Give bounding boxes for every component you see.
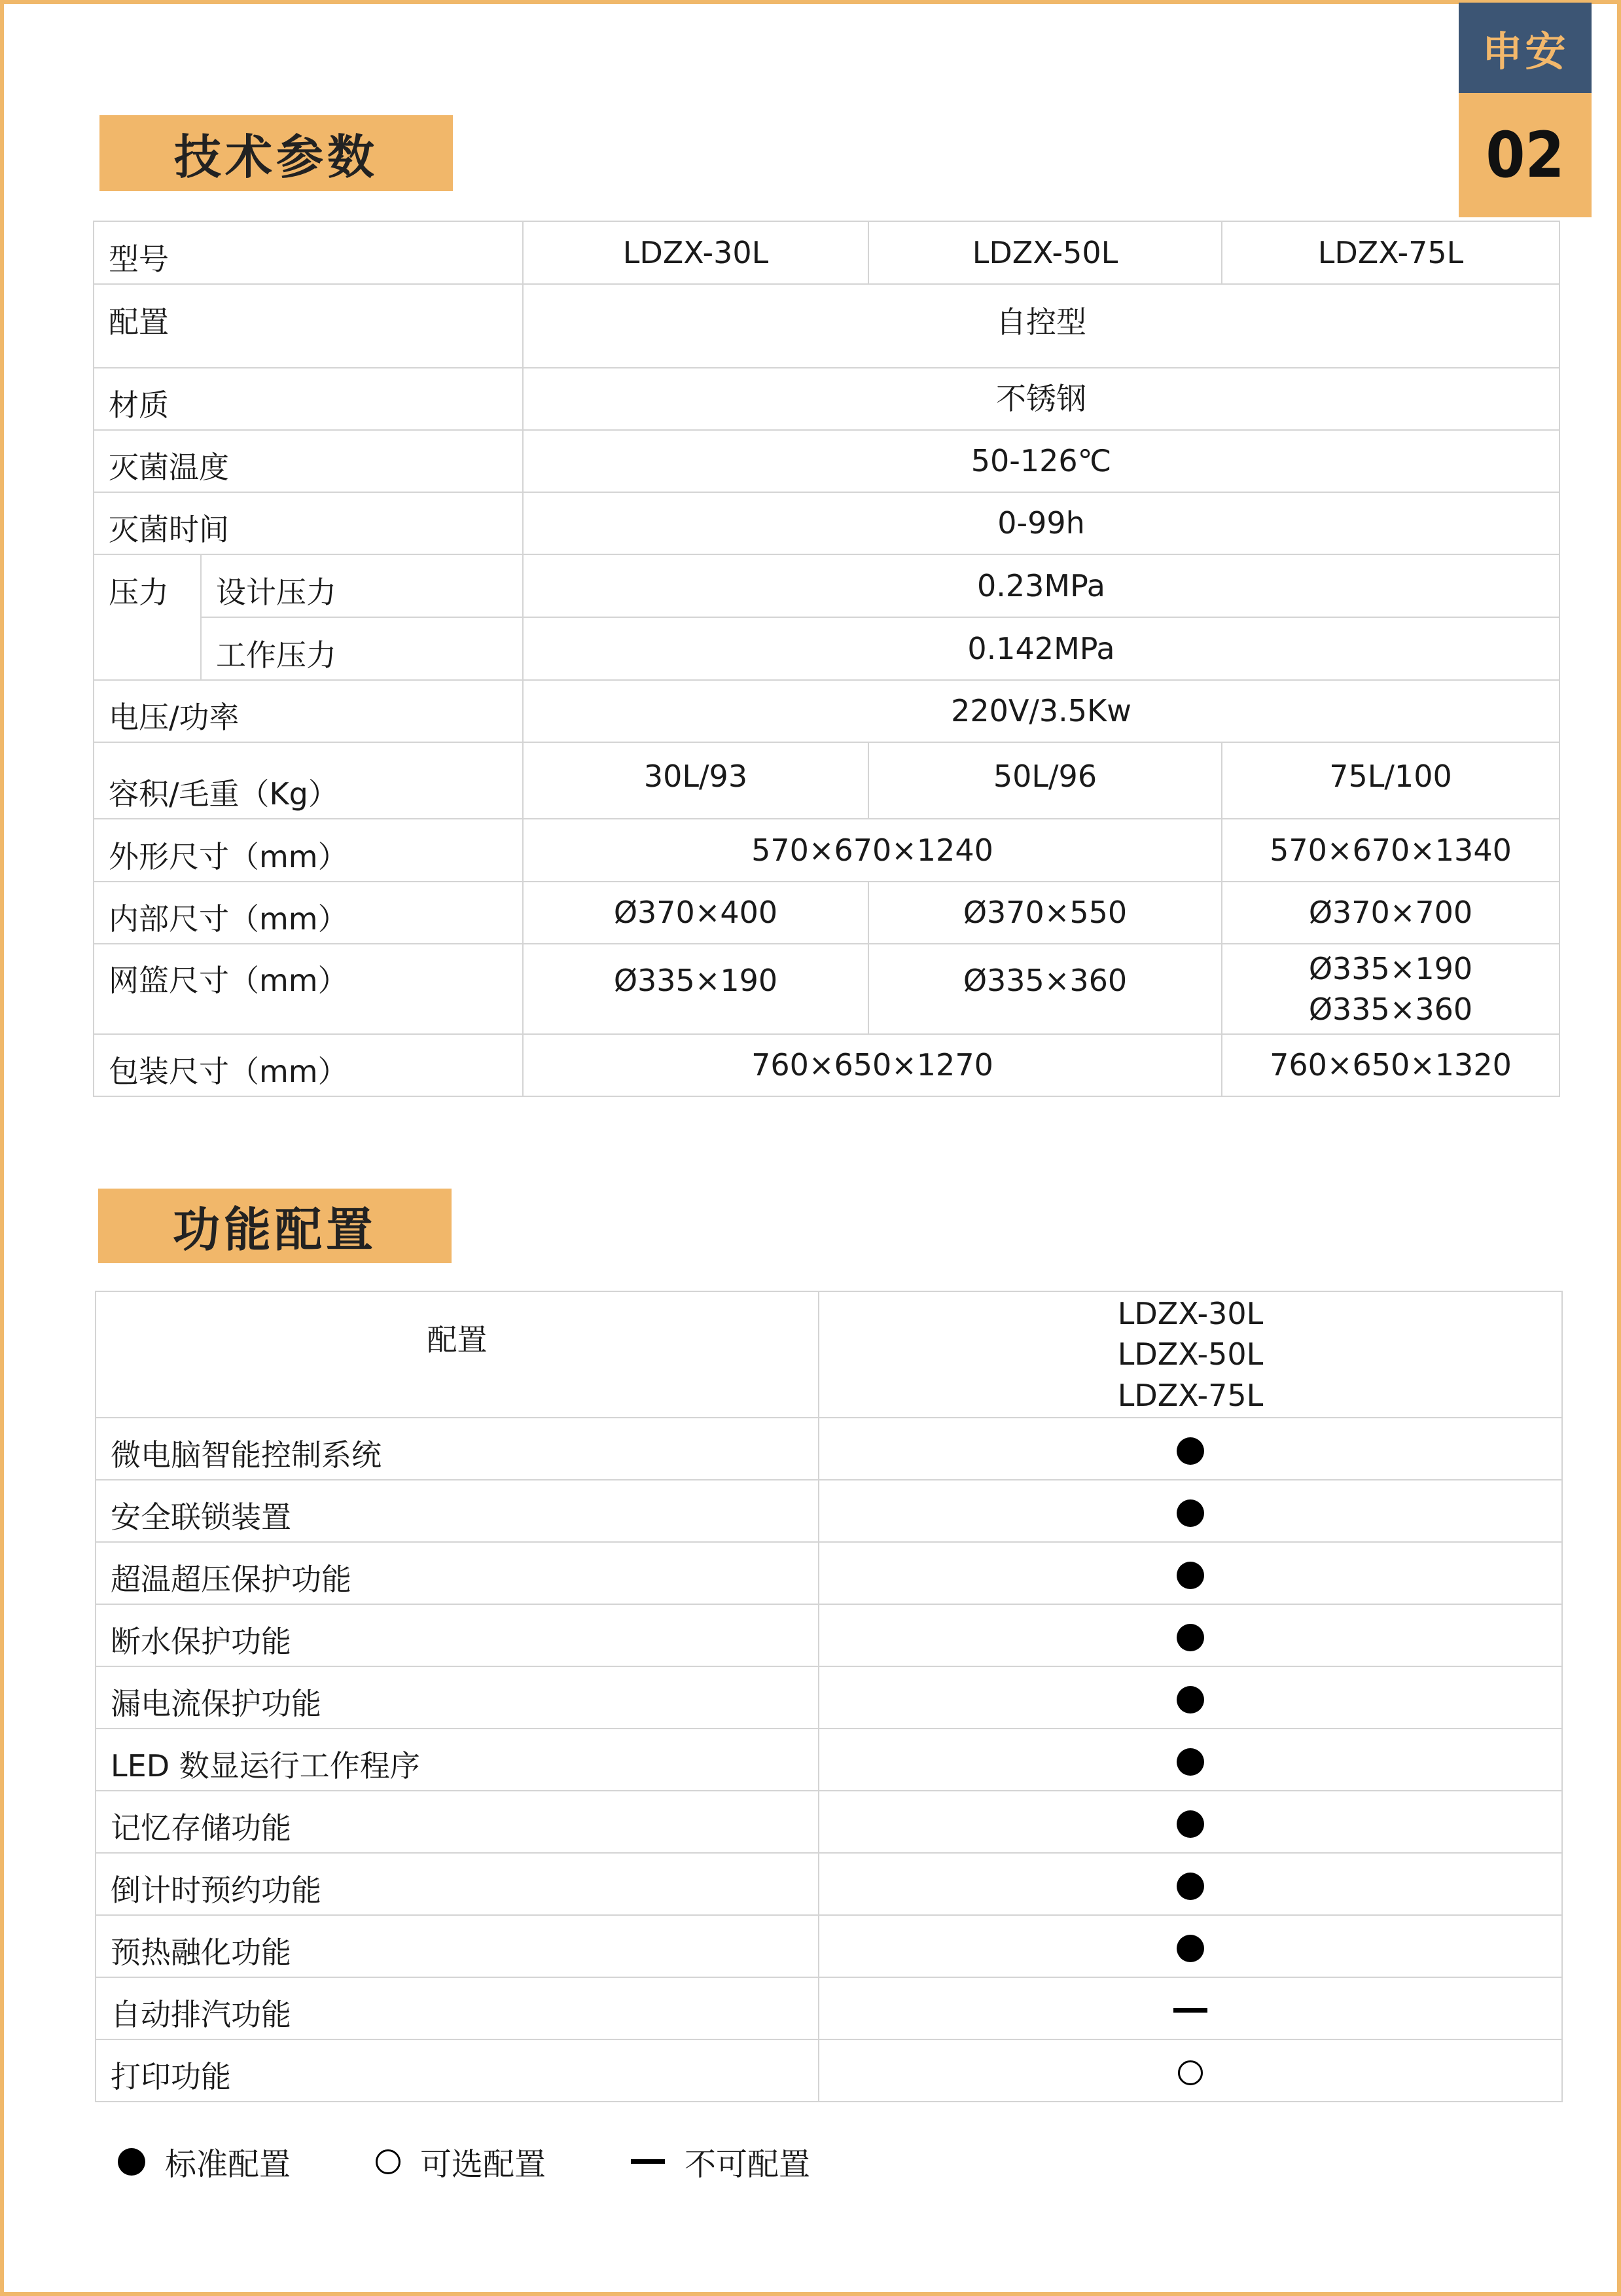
feature-status: [819, 1480, 1562, 1542]
feature-status: [819, 1853, 1562, 1915]
config-label: 配置: [94, 284, 523, 368]
temp-label: 灭菌温度: [94, 430, 523, 492]
table-row: [96, 1977, 1562, 2039]
feature-status: [819, 1915, 1562, 1977]
tech-spec-table: [93, 221, 1560, 1097]
table-row: [94, 882, 1559, 944]
table-row: [96, 1666, 1562, 1729]
table-row: [96, 1604, 1562, 1666]
volume-value: 75L/100: [1222, 742, 1559, 819]
feature-label: 倒计时预约功能: [96, 1853, 819, 1915]
dash-icon: [1173, 2008, 1207, 2013]
package-size-value: 760×650×1270: [523, 1034, 1222, 1096]
config-value: 自控型: [523, 284, 1559, 368]
model-name: LDZX-30L: [1117, 1296, 1264, 1332]
table-row: [96, 1915, 1562, 1977]
pressure-label: 压力: [94, 554, 201, 680]
table-row: [94, 430, 1559, 492]
filled-circle-icon: [1177, 1748, 1204, 1776]
legend-optional: [376, 2139, 546, 2184]
table-row: [96, 1480, 1562, 1542]
temp-value: 50-126℃: [523, 430, 1559, 492]
filled-circle-icon: [1177, 1499, 1204, 1527]
model-value: LDZX-75L: [1222, 221, 1559, 284]
filled-circle-icon: [1177, 1810, 1204, 1838]
table-row: [96, 1791, 1562, 1853]
volume-label: 容积/毛重（Kg）: [94, 742, 523, 819]
feature-status: [819, 1729, 1562, 1791]
legend-standard: [118, 2139, 291, 2184]
filled-circle-icon: [1177, 1562, 1204, 1589]
package-size-value: 760×650×1320: [1222, 1034, 1559, 1096]
model-value: LDZX-50L: [868, 221, 1222, 284]
table-row: [96, 1729, 1562, 1791]
table-row: [94, 492, 1559, 554]
feature-label: 自动排汽功能: [96, 1977, 819, 2039]
feature-label: 漏电流保护功能: [96, 1666, 819, 1729]
brand-badge: [1459, 3, 1592, 217]
legend-unavailable-label: 不可配置: [685, 2146, 811, 2183]
func-config-table: [95, 1291, 1563, 2102]
power-label: 电压/功率: [94, 680, 523, 742]
table-row: [94, 819, 1559, 882]
legend-optional-label: 可选配置: [420, 2146, 546, 2183]
filled-circle-icon: [1177, 1686, 1204, 1713]
model-name: LDZX-75L: [1117, 1377, 1264, 1413]
inner-size-value: Ø370×550: [868, 882, 1222, 944]
feature-status: [819, 1666, 1562, 1729]
filled-circle-icon: [1177, 1624, 1204, 1651]
basket-size-value: [1222, 944, 1559, 1034]
model-value: LDZX-30L: [523, 221, 868, 284]
filled-circle-icon: [1177, 1437, 1204, 1465]
table-row: [94, 221, 1559, 284]
inner-size-value: Ø370×400: [523, 882, 868, 944]
time-value: 0-99h: [523, 492, 1559, 554]
basket-size-value: Ø335×190: [523, 944, 868, 1034]
feature-label: 超温超压保护功能: [96, 1542, 819, 1604]
volume-value: 50L/96: [868, 742, 1222, 819]
inner-size-label: 内部尺寸（mm）: [94, 882, 523, 944]
feature-status: [819, 1604, 1562, 1666]
table-row: [96, 1291, 1562, 1418]
feature-status: [819, 2039, 1562, 2102]
basket-size-line: Ø335×190: [1308, 950, 1473, 986]
model-name: LDZX-50L: [1117, 1336, 1264, 1372]
legend: [118, 2139, 895, 2184]
legend-unavailable: [631, 2139, 810, 2184]
table-row: [96, 1853, 1562, 1915]
table-row: [94, 284, 1559, 368]
feature-status: [819, 1791, 1562, 1853]
filled-circle-icon: [1177, 1873, 1204, 1900]
table-row: [94, 554, 1559, 617]
feature-status: [819, 1542, 1562, 1604]
func-heading: 功能配置: [98, 1189, 452, 1263]
filled-circle-icon: [118, 2148, 145, 2176]
basket-size-label: 网篮尺寸（mm）: [94, 944, 523, 1034]
feature-label: 断水保护功能: [96, 1604, 819, 1666]
filled-circle-icon: [1177, 1935, 1204, 1962]
material-value: 不锈钢: [523, 368, 1559, 430]
feature-status: [819, 1418, 1562, 1480]
dash-icon: [631, 2159, 665, 2164]
table-row: [94, 617, 1559, 680]
func-header-label: 配置: [96, 1291, 819, 1418]
table-row: [94, 944, 1559, 1034]
design-pressure-label: 设计压力: [201, 554, 523, 617]
table-row: [94, 680, 1559, 742]
outer-size-value: 570×670×1240: [523, 819, 1222, 882]
feature-status: [819, 1977, 1562, 2039]
work-pressure-value: 0.142MPa: [523, 617, 1559, 680]
material-label: 材质: [94, 368, 523, 430]
work-pressure-label: 工作压力: [201, 617, 523, 680]
feature-label: 打印功能: [96, 2039, 819, 2102]
page-number: 02: [1459, 93, 1592, 217]
table-row: [94, 1034, 1559, 1096]
volume-value: 30L/93: [523, 742, 868, 819]
table-row: [96, 2039, 1562, 2102]
legend-standard-label: 标准配置: [165, 2146, 291, 2183]
empty-circle-icon: [376, 2149, 401, 2174]
feature-label: 微电脑智能控制系统: [96, 1418, 819, 1480]
func-header-models: [819, 1291, 1562, 1418]
brand-name: 申安: [1459, 3, 1592, 93]
tech-heading: 技术参数: [99, 115, 453, 191]
time-label: 灭菌时间: [94, 492, 523, 554]
table-row: [96, 1542, 1562, 1604]
feature-label: 预热融化功能: [96, 1915, 819, 1977]
basket-size-value: Ø335×360: [868, 944, 1222, 1034]
func-rows: [96, 1418, 1562, 2102]
feature-label: 记忆存储功能: [96, 1791, 819, 1853]
design-pressure-value: 0.23MPa: [523, 554, 1559, 617]
model-label: 型号: [94, 221, 523, 284]
inner-size-value: Ø370×700: [1222, 882, 1559, 944]
outer-size-value: 570×670×1340: [1222, 819, 1559, 882]
table-row: [94, 368, 1559, 430]
feature-label: LED 数显运行工作程序: [96, 1729, 819, 1791]
package-size-label: 包装尺寸（mm）: [94, 1034, 523, 1096]
power-value: 220V/3.5Kw: [523, 680, 1559, 742]
empty-circle-icon: [1178, 2060, 1203, 2085]
table-row: [96, 1418, 1562, 1480]
basket-size-line: Ø335×360: [1308, 992, 1473, 1027]
outer-size-label: 外形尺寸（mm）: [94, 819, 523, 882]
table-row: [94, 742, 1559, 819]
feature-label: 安全联锁装置: [96, 1480, 819, 1542]
